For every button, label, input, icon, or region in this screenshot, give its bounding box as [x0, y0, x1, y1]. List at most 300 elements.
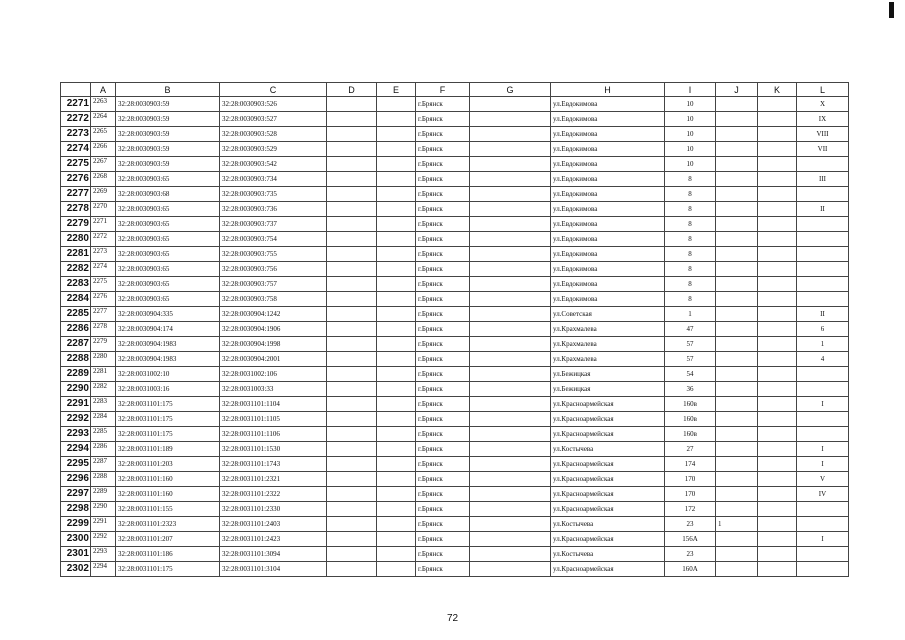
table-row — [61, 442, 849, 457]
cell-h: ул.Евдокимова — [551, 142, 665, 157]
table-row — [61, 397, 849, 412]
cell-e — [377, 172, 416, 187]
cell-d — [327, 367, 377, 382]
cell-f: г.Брянск — [416, 397, 470, 412]
cell-e — [377, 547, 416, 562]
cell-i: 47 — [665, 322, 716, 337]
cell-l: IV — [797, 487, 849, 502]
column-header-f: F — [416, 83, 470, 97]
cell-l — [797, 217, 849, 232]
cell-i: 8 — [665, 277, 716, 292]
cell-c: 32:28:0030903:758 — [220, 292, 327, 307]
cell-d — [327, 397, 377, 412]
cell-k — [758, 157, 797, 172]
cell-e — [377, 397, 416, 412]
column-header-c: C — [220, 83, 327, 97]
cell-i: 8 — [665, 172, 716, 187]
cell-b: 32:28:0030903:65 — [116, 247, 220, 262]
cell-i: 156А — [665, 532, 716, 547]
cell-d — [327, 232, 377, 247]
cell-d — [327, 202, 377, 217]
cell-f: г.Брянск — [416, 247, 470, 262]
cell-j — [716, 367, 758, 382]
cell-e — [377, 322, 416, 337]
cell-i: 10 — [665, 112, 716, 127]
cell-h: ул.Евдокимова — [551, 277, 665, 292]
cell-k — [758, 547, 797, 562]
cell-a: 2272 — [91, 232, 116, 247]
cell-h: ул.Евдокимова — [551, 97, 665, 112]
cell-f: г.Брянск — [416, 157, 470, 172]
cell-i: 160в — [665, 397, 716, 412]
cell-a: 2294 — [91, 562, 116, 577]
row-number-cell: 2287 — [61, 337, 91, 352]
cell-b: 32:28:0030903:59 — [116, 127, 220, 142]
cell-l: X — [797, 97, 849, 112]
cell-d — [327, 292, 377, 307]
table-row — [61, 292, 849, 307]
row-number-cell: 2280 — [61, 232, 91, 247]
cell-b: 32:28:0030903:65 — [116, 292, 220, 307]
cell-c: 32:28:0030903:736 — [220, 202, 327, 217]
cell-c: 32:28:0030904:1998 — [220, 337, 327, 352]
table-row — [61, 457, 849, 472]
cell-i: 27 — [665, 442, 716, 457]
cell-d — [327, 97, 377, 112]
row-number-cell: 2290 — [61, 382, 91, 397]
column-header-j: J — [716, 83, 758, 97]
cell-b: 32:28:0030903:65 — [116, 232, 220, 247]
cell-g — [470, 142, 551, 157]
scan-corner-mark — [889, 2, 894, 18]
cell-a: 2278 — [91, 322, 116, 337]
cell-b: 32:28:0030904:335 — [116, 307, 220, 322]
cell-a: 2282 — [91, 382, 116, 397]
cell-k — [758, 187, 797, 202]
cell-h: ул.Красноармейская — [551, 427, 665, 442]
cell-e — [377, 442, 416, 457]
cell-a: 2275 — [91, 277, 116, 292]
cell-i: 170 — [665, 487, 716, 502]
table-row — [61, 427, 849, 442]
cell-i: 8 — [665, 247, 716, 262]
cell-f: г.Брянск — [416, 487, 470, 502]
cell-a: 2284 — [91, 412, 116, 427]
cell-c: 32:28:0030903:757 — [220, 277, 327, 292]
row-number-cell: 2271 — [61, 97, 91, 112]
column-header-a: A — [91, 83, 116, 97]
cell-f: г.Брянск — [416, 517, 470, 532]
cell-g — [470, 307, 551, 322]
cell-e — [377, 262, 416, 277]
cell-j — [716, 172, 758, 187]
table-row — [61, 337, 849, 352]
row-number-cell: 2300 — [61, 532, 91, 547]
cell-l — [797, 277, 849, 292]
cell-f: г.Брянск — [416, 202, 470, 217]
cell-c: 32:28:0031101:1106 — [220, 427, 327, 442]
cell-d — [327, 127, 377, 142]
cell-j — [716, 127, 758, 142]
cell-e — [377, 337, 416, 352]
cell-b: 32:28:0030903:59 — [116, 97, 220, 112]
cell-l: VIII — [797, 127, 849, 142]
cell-g — [470, 502, 551, 517]
cell-g — [470, 412, 551, 427]
cell-h: ул.Красноармейская — [551, 412, 665, 427]
cell-g — [470, 172, 551, 187]
cell-h: ул.Бежицкая — [551, 382, 665, 397]
cell-f: г.Брянск — [416, 112, 470, 127]
cell-g — [470, 112, 551, 127]
cell-k — [758, 472, 797, 487]
cell-j — [716, 442, 758, 457]
cell-g — [470, 547, 551, 562]
cell-d — [327, 502, 377, 517]
row-number-cell: 2302 — [61, 562, 91, 577]
cell-d — [327, 457, 377, 472]
column-header-h: H — [551, 83, 665, 97]
row-number-cell: 2279 — [61, 217, 91, 232]
cell-j — [716, 232, 758, 247]
cell-l — [797, 187, 849, 202]
cell-e — [377, 142, 416, 157]
cell-l: I — [797, 457, 849, 472]
table-row — [61, 517, 849, 532]
cell-c: 32:28:0030903:737 — [220, 217, 327, 232]
cell-d — [327, 262, 377, 277]
cell-i: 57 — [665, 352, 716, 367]
row-number-cell: 2301 — [61, 547, 91, 562]
cell-j — [716, 562, 758, 577]
cell-j — [716, 142, 758, 157]
cell-h: ул.Красноармейская — [551, 472, 665, 487]
cell-d — [327, 322, 377, 337]
cell-h: ул.Евдокимова — [551, 202, 665, 217]
cell-d — [327, 382, 377, 397]
cell-b: 32:28:0030903:65 — [116, 202, 220, 217]
cell-d — [327, 187, 377, 202]
cell-j — [716, 337, 758, 352]
table-row — [61, 472, 849, 487]
table-row — [61, 367, 849, 382]
table-row — [61, 202, 849, 217]
cell-l: 1 — [797, 337, 849, 352]
cell-d — [327, 442, 377, 457]
cell-e — [377, 532, 416, 547]
cell-k — [758, 292, 797, 307]
column-header-rownum — [61, 83, 91, 97]
cell-b: 32:28:0031101:207 — [116, 532, 220, 547]
column-header-k: K — [758, 83, 797, 97]
row-number-cell: 2281 — [61, 247, 91, 262]
cell-g — [470, 292, 551, 307]
cell-b: 32:28:0030903:59 — [116, 157, 220, 172]
cell-d — [327, 472, 377, 487]
cell-i: 23 — [665, 547, 716, 562]
table-row — [61, 307, 849, 322]
cell-j — [716, 262, 758, 277]
page-number: 72 — [446, 613, 459, 624]
cell-a: 2268 — [91, 172, 116, 187]
cell-k — [758, 427, 797, 442]
cell-l — [797, 412, 849, 427]
spreadsheet-table — [60, 82, 849, 577]
cell-g — [470, 322, 551, 337]
cell-l: II — [797, 202, 849, 217]
cell-e — [377, 502, 416, 517]
table-row — [61, 97, 849, 112]
row-number-cell: 2289 — [61, 367, 91, 382]
cell-k — [758, 532, 797, 547]
cell-i: 10 — [665, 127, 716, 142]
cell-i: 8 — [665, 187, 716, 202]
cell-a: 2265 — [91, 127, 116, 142]
cell-g — [470, 157, 551, 172]
cell-c: 32:28:0030903:735 — [220, 187, 327, 202]
cell-d — [327, 427, 377, 442]
cell-c: 32:28:0031101:3104 — [220, 562, 327, 577]
cell-b: 32:28:0031101:160 — [116, 487, 220, 502]
column-header-l: L — [797, 83, 849, 97]
cell-j — [716, 322, 758, 337]
cell-l — [797, 157, 849, 172]
cell-h: ул.Евдокимова — [551, 217, 665, 232]
cell-g — [470, 232, 551, 247]
row-number-cell: 2277 — [61, 187, 91, 202]
cell-c: 32:28:0031101:2423 — [220, 532, 327, 547]
cell-b: 32:28:0030904:1983 — [116, 337, 220, 352]
cell-b: 32:28:0031002:10 — [116, 367, 220, 382]
cell-h: ул.Крахмалева — [551, 322, 665, 337]
cell-k — [758, 202, 797, 217]
cell-f: г.Брянск — [416, 322, 470, 337]
cell-d — [327, 247, 377, 262]
cell-l — [797, 262, 849, 277]
cell-g — [470, 247, 551, 262]
cell-f: г.Брянск — [416, 412, 470, 427]
cell-d — [327, 307, 377, 322]
cell-a: 2283 — [91, 397, 116, 412]
cell-a: 2285 — [91, 427, 116, 442]
cell-i: 57 — [665, 337, 716, 352]
cell-k — [758, 382, 797, 397]
cell-l — [797, 427, 849, 442]
table-row — [61, 172, 849, 187]
cell-f: г.Брянск — [416, 307, 470, 322]
cell-c: 32:28:0031101:2322 — [220, 487, 327, 502]
cell-l — [797, 247, 849, 262]
cell-g — [470, 367, 551, 382]
cell-b: 32:28:0030903:59 — [116, 112, 220, 127]
cell-j — [716, 547, 758, 562]
cell-j — [716, 352, 758, 367]
cell-h: ул.Евдокимова — [551, 157, 665, 172]
cell-e — [377, 217, 416, 232]
cell-b: 32:28:0031101:175 — [116, 397, 220, 412]
row-number-cell: 2296 — [61, 472, 91, 487]
cell-e — [377, 97, 416, 112]
cell-e — [377, 517, 416, 532]
cell-c: 32:28:0030903:528 — [220, 127, 327, 142]
cell-i: 36 — [665, 382, 716, 397]
cell-f: г.Брянск — [416, 217, 470, 232]
cell-h: ул.Костычева — [551, 547, 665, 562]
cell-e — [377, 127, 416, 142]
cell-a: 2280 — [91, 352, 116, 367]
cell-e — [377, 232, 416, 247]
cell-d — [327, 142, 377, 157]
cell-l — [797, 232, 849, 247]
cell-f: г.Брянск — [416, 442, 470, 457]
cell-g — [470, 187, 551, 202]
cell-g — [470, 217, 551, 232]
cell-h: ул.Евдокимова — [551, 292, 665, 307]
cell-j — [716, 502, 758, 517]
cell-b: 32:28:0031101:160 — [116, 472, 220, 487]
cell-k — [758, 322, 797, 337]
table-row — [61, 112, 849, 127]
cell-k — [758, 112, 797, 127]
cell-f: г.Брянск — [416, 172, 470, 187]
cell-a: 2293 — [91, 547, 116, 562]
cell-l — [797, 292, 849, 307]
cell-j — [716, 382, 758, 397]
cell-d — [327, 277, 377, 292]
cell-f: г.Брянск — [416, 367, 470, 382]
cell-a: 2276 — [91, 292, 116, 307]
cell-c: 32:28:0031003:33 — [220, 382, 327, 397]
cell-l: VII — [797, 142, 849, 157]
cell-f: г.Брянск — [416, 127, 470, 142]
cell-f: г.Брянск — [416, 427, 470, 442]
cell-i: 8 — [665, 262, 716, 277]
cell-h: ул.Крахмалева — [551, 337, 665, 352]
cell-f: г.Брянск — [416, 277, 470, 292]
cell-j — [716, 97, 758, 112]
cell-k — [758, 307, 797, 322]
cell-b: 32:28:0030904:1983 — [116, 352, 220, 367]
cell-k — [758, 277, 797, 292]
cell-j — [716, 187, 758, 202]
cell-b: 32:28:0030904:174 — [116, 322, 220, 337]
cell-f: г.Брянск — [416, 457, 470, 472]
cell-a: 2291 — [91, 517, 116, 532]
cell-c: 32:28:0030903:526 — [220, 97, 327, 112]
cell-h: ул.Евдокимова — [551, 247, 665, 262]
column-header-i: I — [665, 83, 716, 97]
cell-l — [797, 382, 849, 397]
cell-a: 2288 — [91, 472, 116, 487]
cell-c: 32:28:0030903:756 — [220, 262, 327, 277]
cell-l: IX — [797, 112, 849, 127]
cell-f: г.Брянск — [416, 262, 470, 277]
table-row — [61, 412, 849, 427]
cell-g — [470, 487, 551, 502]
column-header-d: D — [327, 83, 377, 97]
table-row — [61, 277, 849, 292]
cell-c: 32:28:0031101:1743 — [220, 457, 327, 472]
cell-e — [377, 367, 416, 382]
cell-a: 2271 — [91, 217, 116, 232]
row-number-cell: 2297 — [61, 487, 91, 502]
cell-i: 1 — [665, 307, 716, 322]
row-number-cell: 2295 — [61, 457, 91, 472]
table-row — [61, 352, 849, 367]
cell-k — [758, 352, 797, 367]
cell-c: 32:28:0030903:734 — [220, 172, 327, 187]
cell-a: 2263 — [91, 97, 116, 112]
cell-c: 32:28:0030904:1906 — [220, 322, 327, 337]
cell-b: 32:28:0030903:65 — [116, 262, 220, 277]
cell-b: 32:28:0030903:65 — [116, 217, 220, 232]
cell-b: 32:28:0030903:65 — [116, 277, 220, 292]
cell-i: 174 — [665, 457, 716, 472]
cell-l: III — [797, 172, 849, 187]
cell-h: ул.Красноармейская — [551, 397, 665, 412]
cell-k — [758, 337, 797, 352]
cell-b: 32:28:0031003:16 — [116, 382, 220, 397]
cell-j — [716, 202, 758, 217]
cell-d — [327, 532, 377, 547]
cell-f: г.Брянск — [416, 352, 470, 367]
cell-f: г.Брянск — [416, 187, 470, 202]
cell-g — [470, 532, 551, 547]
cell-g — [470, 382, 551, 397]
cell-f: г.Брянск — [416, 562, 470, 577]
cell-e — [377, 562, 416, 577]
cell-h: ул.Костычева — [551, 442, 665, 457]
cell-g — [470, 457, 551, 472]
cell-i: 170 — [665, 472, 716, 487]
cell-d — [327, 487, 377, 502]
cell-l: V — [797, 472, 849, 487]
cell-i: 8 — [665, 232, 716, 247]
cell-f: г.Брянск — [416, 472, 470, 487]
cell-f: г.Брянск — [416, 292, 470, 307]
table-body — [61, 97, 849, 577]
cell-e — [377, 382, 416, 397]
cell-c: 32:28:0031101:2330 — [220, 502, 327, 517]
table-row — [61, 382, 849, 397]
cell-k — [758, 502, 797, 517]
cell-c: 32:28:0030903:527 — [220, 112, 327, 127]
table-row — [61, 262, 849, 277]
row-number-cell: 2284 — [61, 292, 91, 307]
table-row — [61, 127, 849, 142]
cell-k — [758, 562, 797, 577]
cell-b: 32:28:0030903:68 — [116, 187, 220, 202]
cell-e — [377, 412, 416, 427]
cell-a: 2279 — [91, 337, 116, 352]
table-row — [61, 187, 849, 202]
cell-d — [327, 412, 377, 427]
cell-f: г.Брянск — [416, 547, 470, 562]
cell-l: I — [797, 397, 849, 412]
cell-a: 2266 — [91, 142, 116, 157]
cell-j — [716, 397, 758, 412]
cell-a: 2286 — [91, 442, 116, 457]
cell-i: 160в — [665, 427, 716, 442]
cell-g — [470, 517, 551, 532]
cell-b: 32:28:0031101:175 — [116, 412, 220, 427]
cell-c: 32:28:0031101:1104 — [220, 397, 327, 412]
cell-i: 160в — [665, 412, 716, 427]
cell-k — [758, 487, 797, 502]
cell-e — [377, 112, 416, 127]
cell-a: 2277 — [91, 307, 116, 322]
cell-i: 8 — [665, 217, 716, 232]
